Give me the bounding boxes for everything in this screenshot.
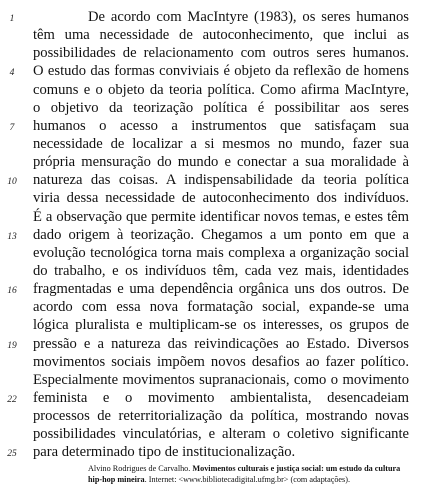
line-number: 4 (9, 68, 15, 79)
line-number: 1 (9, 14, 15, 24)
text-line: processos de reterritorialização da política, mostrando novas (33, 408, 409, 425)
text-line: comuns e o objeto da teoria política. Como afirma MacIntyre, (33, 81, 409, 98)
text-line: humanos o acesso a instrumentos que satisfaçam sua (33, 117, 409, 134)
text-line: fragmentadas e uma dependência orgânica uns dos outros. De (33, 281, 409, 298)
line-number: 25 (7, 449, 17, 460)
text-line: O estudo das formas conviviais é objeto da reflexão de homens (33, 63, 409, 80)
line-number: 10 (7, 177, 17, 188)
text-line: movimentos sociais impõem novos desafios ao fazer político. (33, 353, 409, 370)
text-line: natureza das coisas. A indispensabilidade da teoria política (33, 172, 409, 189)
line-number: 22 (7, 394, 17, 405)
text-line: acordo com essa nova formatação social, expande-se uma (33, 299, 409, 316)
text-line: É a observação que permite identificar novos temas, e estes têm (33, 208, 409, 225)
text-line: possibilidades vinculatórias, e alteram o coletivo significante (33, 426, 409, 443)
text-line: evolução tecnológica torna mais complexa a organização social (33, 244, 409, 261)
text-line: necessidade de localizar a si mesmos no mundo, fazer sua (33, 135, 409, 152)
credit-author: Alvino Rodrigues de Carvalho. (88, 464, 193, 473)
line-number: 16 (7, 286, 17, 297)
text-line: do trabalho, e os indivíduos têm, cada vez mais, identidades (33, 262, 409, 279)
text-line: própria mensuração do mundo e conectar a sua moralidade à (33, 154, 409, 171)
text-line: lógica pluralista e multiplicam-se os interesses, os grupos de (33, 317, 409, 334)
text-line: Especialmente movimentos supranacionais, como o movimento (33, 371, 409, 388)
text-line: o objetivo da teorização política é possibilitar aos seres (33, 99, 409, 116)
text-line: De acordo com MacIntyre (1983), os seres humanos (88, 9, 409, 25)
line-number: 13 (7, 231, 17, 242)
line-number: 19 (7, 340, 17, 351)
text-line: pressão e a natureza das reivindicações ao Estado. Diversos (33, 335, 409, 352)
text-line: viria dessa necessidade de autoconhecimento dos indivíduos. (33, 190, 409, 207)
credit-title: Movimentos culturais e justiça social: um estudo da cultura hip-hop mineira (88, 464, 401, 484)
text-line: feminista e o movimento ambientalista, desencadeiam (33, 389, 409, 406)
text-line: dado origem à teorização. Chegamos a um ponto em que a (33, 226, 409, 243)
line-number: 7 (9, 122, 15, 133)
credit-source: . Internet: <www.bibliotecadigital.ufmg.br> (com adaptações). (144, 474, 351, 484)
text-line: têm uma necessidade de autoconhecimento, que inclui as (33, 27, 409, 44)
text-line: para determinado tipo de institucionalização. (33, 444, 296, 461)
text-line: possibilidades de relacionamento com outros seres humanos. (33, 45, 409, 62)
source-credit (88, 464, 408, 485)
